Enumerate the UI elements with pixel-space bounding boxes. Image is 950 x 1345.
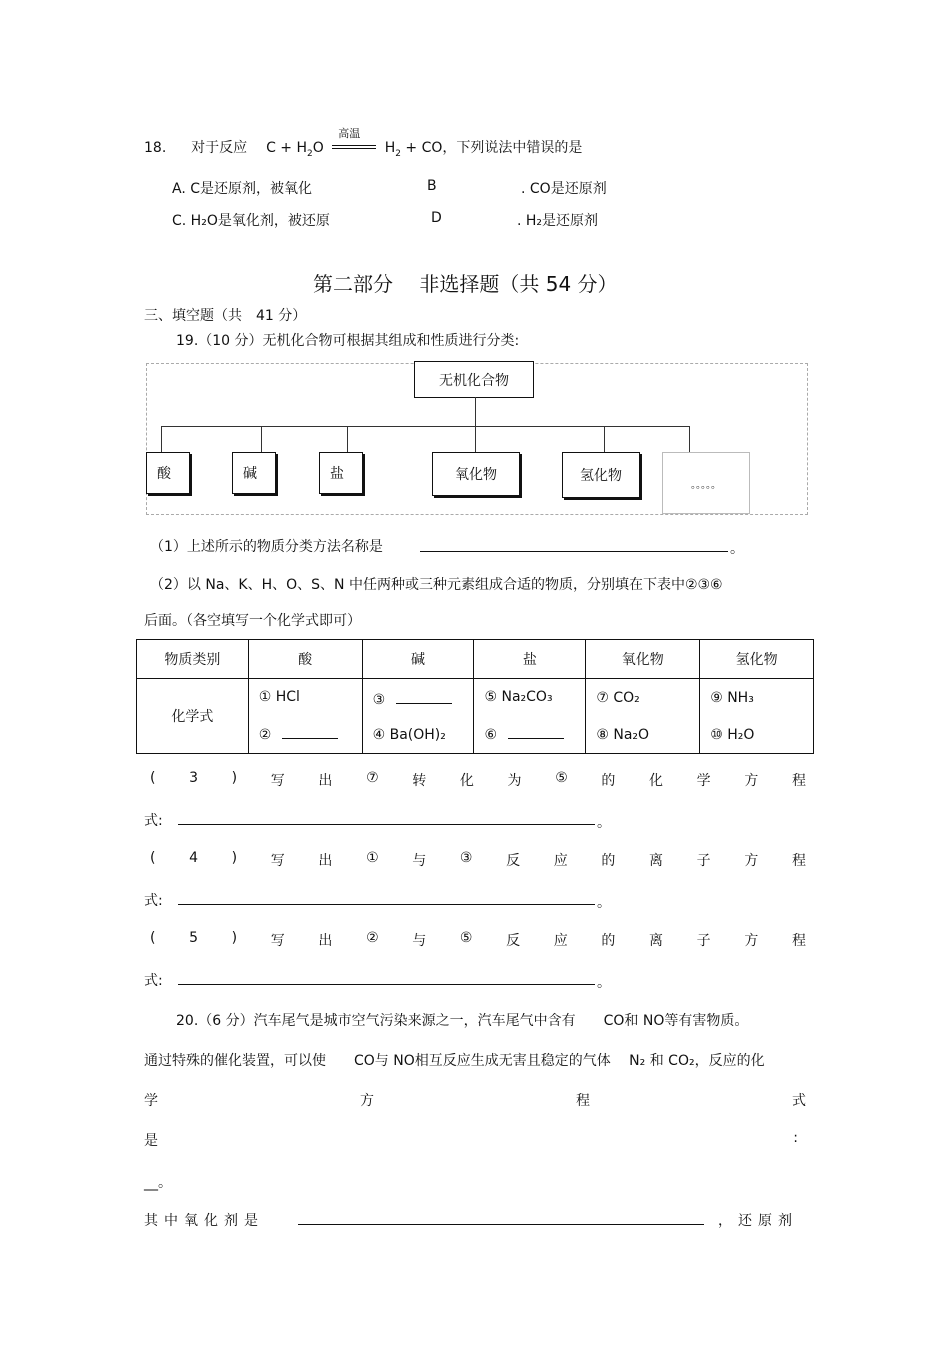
q19-part1-end: 。 (730, 541, 744, 557)
tree-node-hydride (562, 452, 640, 498)
q19-part3-end: 。 (597, 815, 611, 831)
tree-stem-3 (347, 426, 348, 452)
table-cell-acid (248, 679, 362, 754)
q20-oxidant-answer-blank[interactable] (298, 1210, 704, 1225)
tree-stem-5 (604, 426, 605, 452)
q19-part4-label: 式: (144, 893, 163, 909)
table-header-cell: 酸 (248, 640, 362, 679)
table-header-cell: 物质类别 (137, 640, 249, 679)
tree-node-more-label: 。。。。。 (691, 479, 721, 491)
q18-option-c[interactable]: C. H₂O是氧化剂，被还原 (172, 213, 330, 229)
cell-entry-6: ⑥ (484, 724, 585, 743)
tree-stem-6 (689, 426, 690, 452)
tree-stem-2 (261, 426, 262, 452)
q18-option-b-letter[interactable]: B (427, 178, 437, 194)
tree-horizontal-bar (161, 426, 690, 427)
tree-node-acid (146, 452, 190, 494)
q18-option-a[interactable]: A. C是还原剂，被氧化 (172, 181, 313, 197)
q19-part2-line2: 后面。（各空填写一个化学式即可） (144, 613, 361, 629)
table-row-label: 化学式 (137, 679, 249, 754)
q19-part3-answer-blank[interactable] (178, 810, 595, 825)
answer-blank-3[interactable] (396, 689, 452, 704)
cell-entry-7: ⑦ CO₂ (596, 689, 640, 706)
cell-entry-10: ⑩ H₂O (710, 726, 755, 743)
q18-eq-left: C + H (266, 140, 308, 156)
table-header-cell: 碱 (362, 640, 474, 679)
q20-line6-right: ，还原剂 (718, 1213, 798, 1229)
q19-part5-prompt: ( 5 ) 写 出 ② 与 ⑤ 反 应 的 离 子 方 程 (150, 930, 806, 949)
cell-entry-1: ① HCl (258, 688, 300, 705)
section3-heading: 三、填空题（共 41 分） (144, 308, 307, 324)
cell-entry-8: ⑧ Na₂O (596, 726, 650, 743)
table-cell-hydride (700, 679, 814, 754)
q20-line6-left: 其中氧化剂是 (144, 1213, 264, 1229)
cell-entry-3: ③ (373, 689, 474, 708)
tree-root-stem (475, 397, 476, 452)
q18-eq-left-tail: O (312, 140, 324, 156)
tree-node-more (662, 452, 750, 514)
q19-part5-label: 式: (144, 973, 163, 989)
q20-line4: 是 : (144, 1130, 798, 1149)
answer-blank-6[interactable] (508, 724, 564, 739)
table-header-cell: 盐 (474, 640, 586, 679)
table-header-row (137, 640, 814, 679)
tree-node-salt (319, 452, 363, 494)
q20-line2: 通过特殊的催化装置，可以使 CO与 NO相互反应生成无害且稳定的气体 N₂ 和 CO₂，反应的化 (144, 1053, 765, 1069)
q19-part4-end: 。 (597, 895, 611, 911)
q19-part1-text: （1）上述所示的物质分类方法名称是 (150, 539, 383, 555)
q20-line1: 20.（6 分）汽车尾气是城市空气污染来源之一，汽车尾气中含有 CO和 NO等有害物质。 (176, 1013, 749, 1029)
q18-number: 18. (144, 140, 167, 156)
classification-table (136, 639, 814, 754)
tree-node-hydride-label: 氢化物 (580, 468, 622, 484)
q19-intro: 19.（10 分）无机化合物可根据其组成和性质进行分类: (176, 333, 520, 349)
tree-root-box (414, 361, 534, 398)
tree-node-acid-label: 酸 (157, 466, 171, 482)
q18-eq-right: H (384, 140, 396, 156)
table-row (137, 679, 814, 754)
q18-option-d-letter[interactable]: D (431, 210, 442, 226)
tree-node-oxide-label: 氧化物 (455, 467, 497, 483)
table-header-cell: 氢化物 (700, 640, 814, 679)
q19-part2-line1: （2）以 Na、K、H、O、S、N 中任两种或三种元素组成合适的物质，分别填在下表中②③⑥ (150, 577, 723, 593)
q18-option-b-text[interactable]: . CO是还原剂 (521, 181, 607, 197)
cell-entry-9: ⑨ NH₃ (710, 689, 754, 706)
q19-part4-answer-blank[interactable] (178, 890, 595, 905)
table-cell-salt (474, 679, 586, 754)
q20-line5: __。 (144, 1175, 172, 1191)
q18-option-d-text[interactable]: . H₂是还原剂 (517, 213, 599, 229)
q18-stem (144, 127, 583, 159)
q20-line3: 学 方 程 式 (144, 1093, 806, 1109)
part2-title: 第二部分 非选择题（共 54 分） (313, 272, 618, 296)
q19-part4-prompt: ( 4 ) 写 出 ① 与 ③ 反 应 的 离 子 方 程 (150, 850, 806, 869)
cell-entry-2: ② (259, 724, 362, 743)
tree-node-salt-label: 盐 (330, 466, 344, 482)
table-cell-base (362, 679, 474, 754)
tree-root-label: 无机化合物 (439, 372, 509, 389)
q18-eq-right-tail: + CO，下列说法中错误的是 (400, 140, 583, 156)
cell-entry-5: ⑤ Na₂CO₃ (484, 688, 553, 705)
cell-entry-4: ④ Ba(OH)₂ (372, 727, 446, 744)
q18-eq-left-sub: 2 (307, 148, 313, 159)
tree-node-base-label: 碱 (243, 466, 257, 482)
answer-blank-2[interactable] (282, 724, 338, 739)
q19-part5-end: 。 (597, 975, 611, 991)
q18-eq-right-sub: 2 (395, 148, 401, 159)
tree-node-base (232, 452, 276, 494)
q19-part5-answer-blank[interactable] (178, 970, 595, 985)
table-header-cell: 氧化物 (586, 640, 700, 679)
reaction-arrow (332, 127, 376, 153)
tree-node-oxide (432, 452, 520, 496)
q19-part3-prompt: ( 3 ) 写 出 ⑦ 转 化 为 ⑤ 的 化 学 方 程 (150, 770, 806, 789)
q19-part3-label: 式: (144, 813, 163, 829)
reaction-condition: 高温 (338, 127, 361, 140)
table-cell-oxide (586, 679, 700, 754)
q19-part1 (150, 536, 383, 556)
q19-part1-answer-blank[interactable] (420, 537, 728, 552)
tree-stem-1 (161, 426, 162, 452)
q18-lead: 对于反应 (191, 140, 248, 156)
